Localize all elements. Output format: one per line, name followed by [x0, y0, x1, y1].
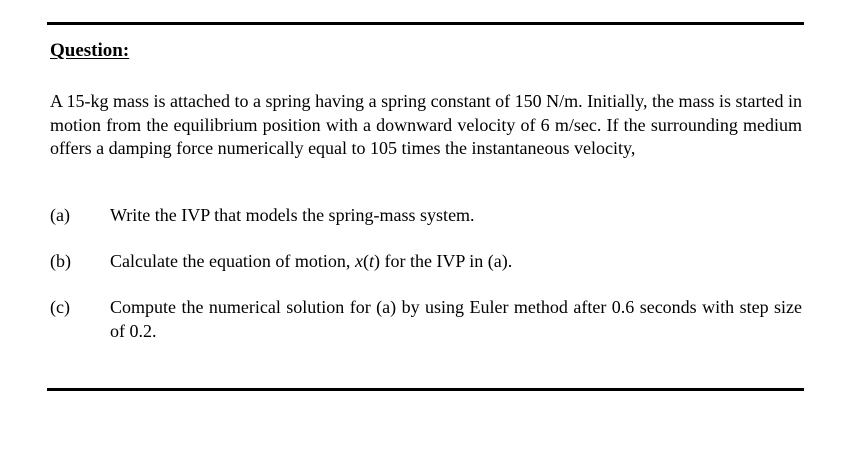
part-a-label: (a) [50, 205, 70, 225]
part-b-text-before: Calculate the equation of motion, [110, 251, 355, 271]
math-paren-close: ) [373, 251, 380, 271]
math-variable-t: t [368, 251, 374, 271]
question-heading: Question: [50, 40, 130, 61]
part-b-text-after: for the IVP in (a). [379, 251, 513, 271]
part-a-text: Write the IVP that models the spring-mass system. [110, 205, 475, 225]
part-c-text: Compute the numerical solution for (a) by using Euler method after 0.6 seconds with step size of 0.2. [110, 297, 802, 341]
part-b-text [110, 250, 802, 274]
question-stem: A 15-kg mass is attached to a spring having a spring constant of 150 N/m. Initially, the mass is started in motion from the equilibrium position with a downward velocity of 6 m/sec. If the surrounding medium offers a damping force numerically equal to 105 times the instantaneous velocity, [50, 91, 802, 158]
math-paren-open: ( [362, 251, 369, 271]
math-function-x: x [354, 251, 363, 271]
part-c-label: (c) [50, 297, 70, 317]
part-c [50, 296, 802, 343]
bottom-divider [47, 388, 804, 391]
part-b-label: (b) [50, 251, 71, 271]
part-a [50, 204, 802, 228]
top-divider [47, 22, 804, 25]
part-b [50, 250, 802, 274]
